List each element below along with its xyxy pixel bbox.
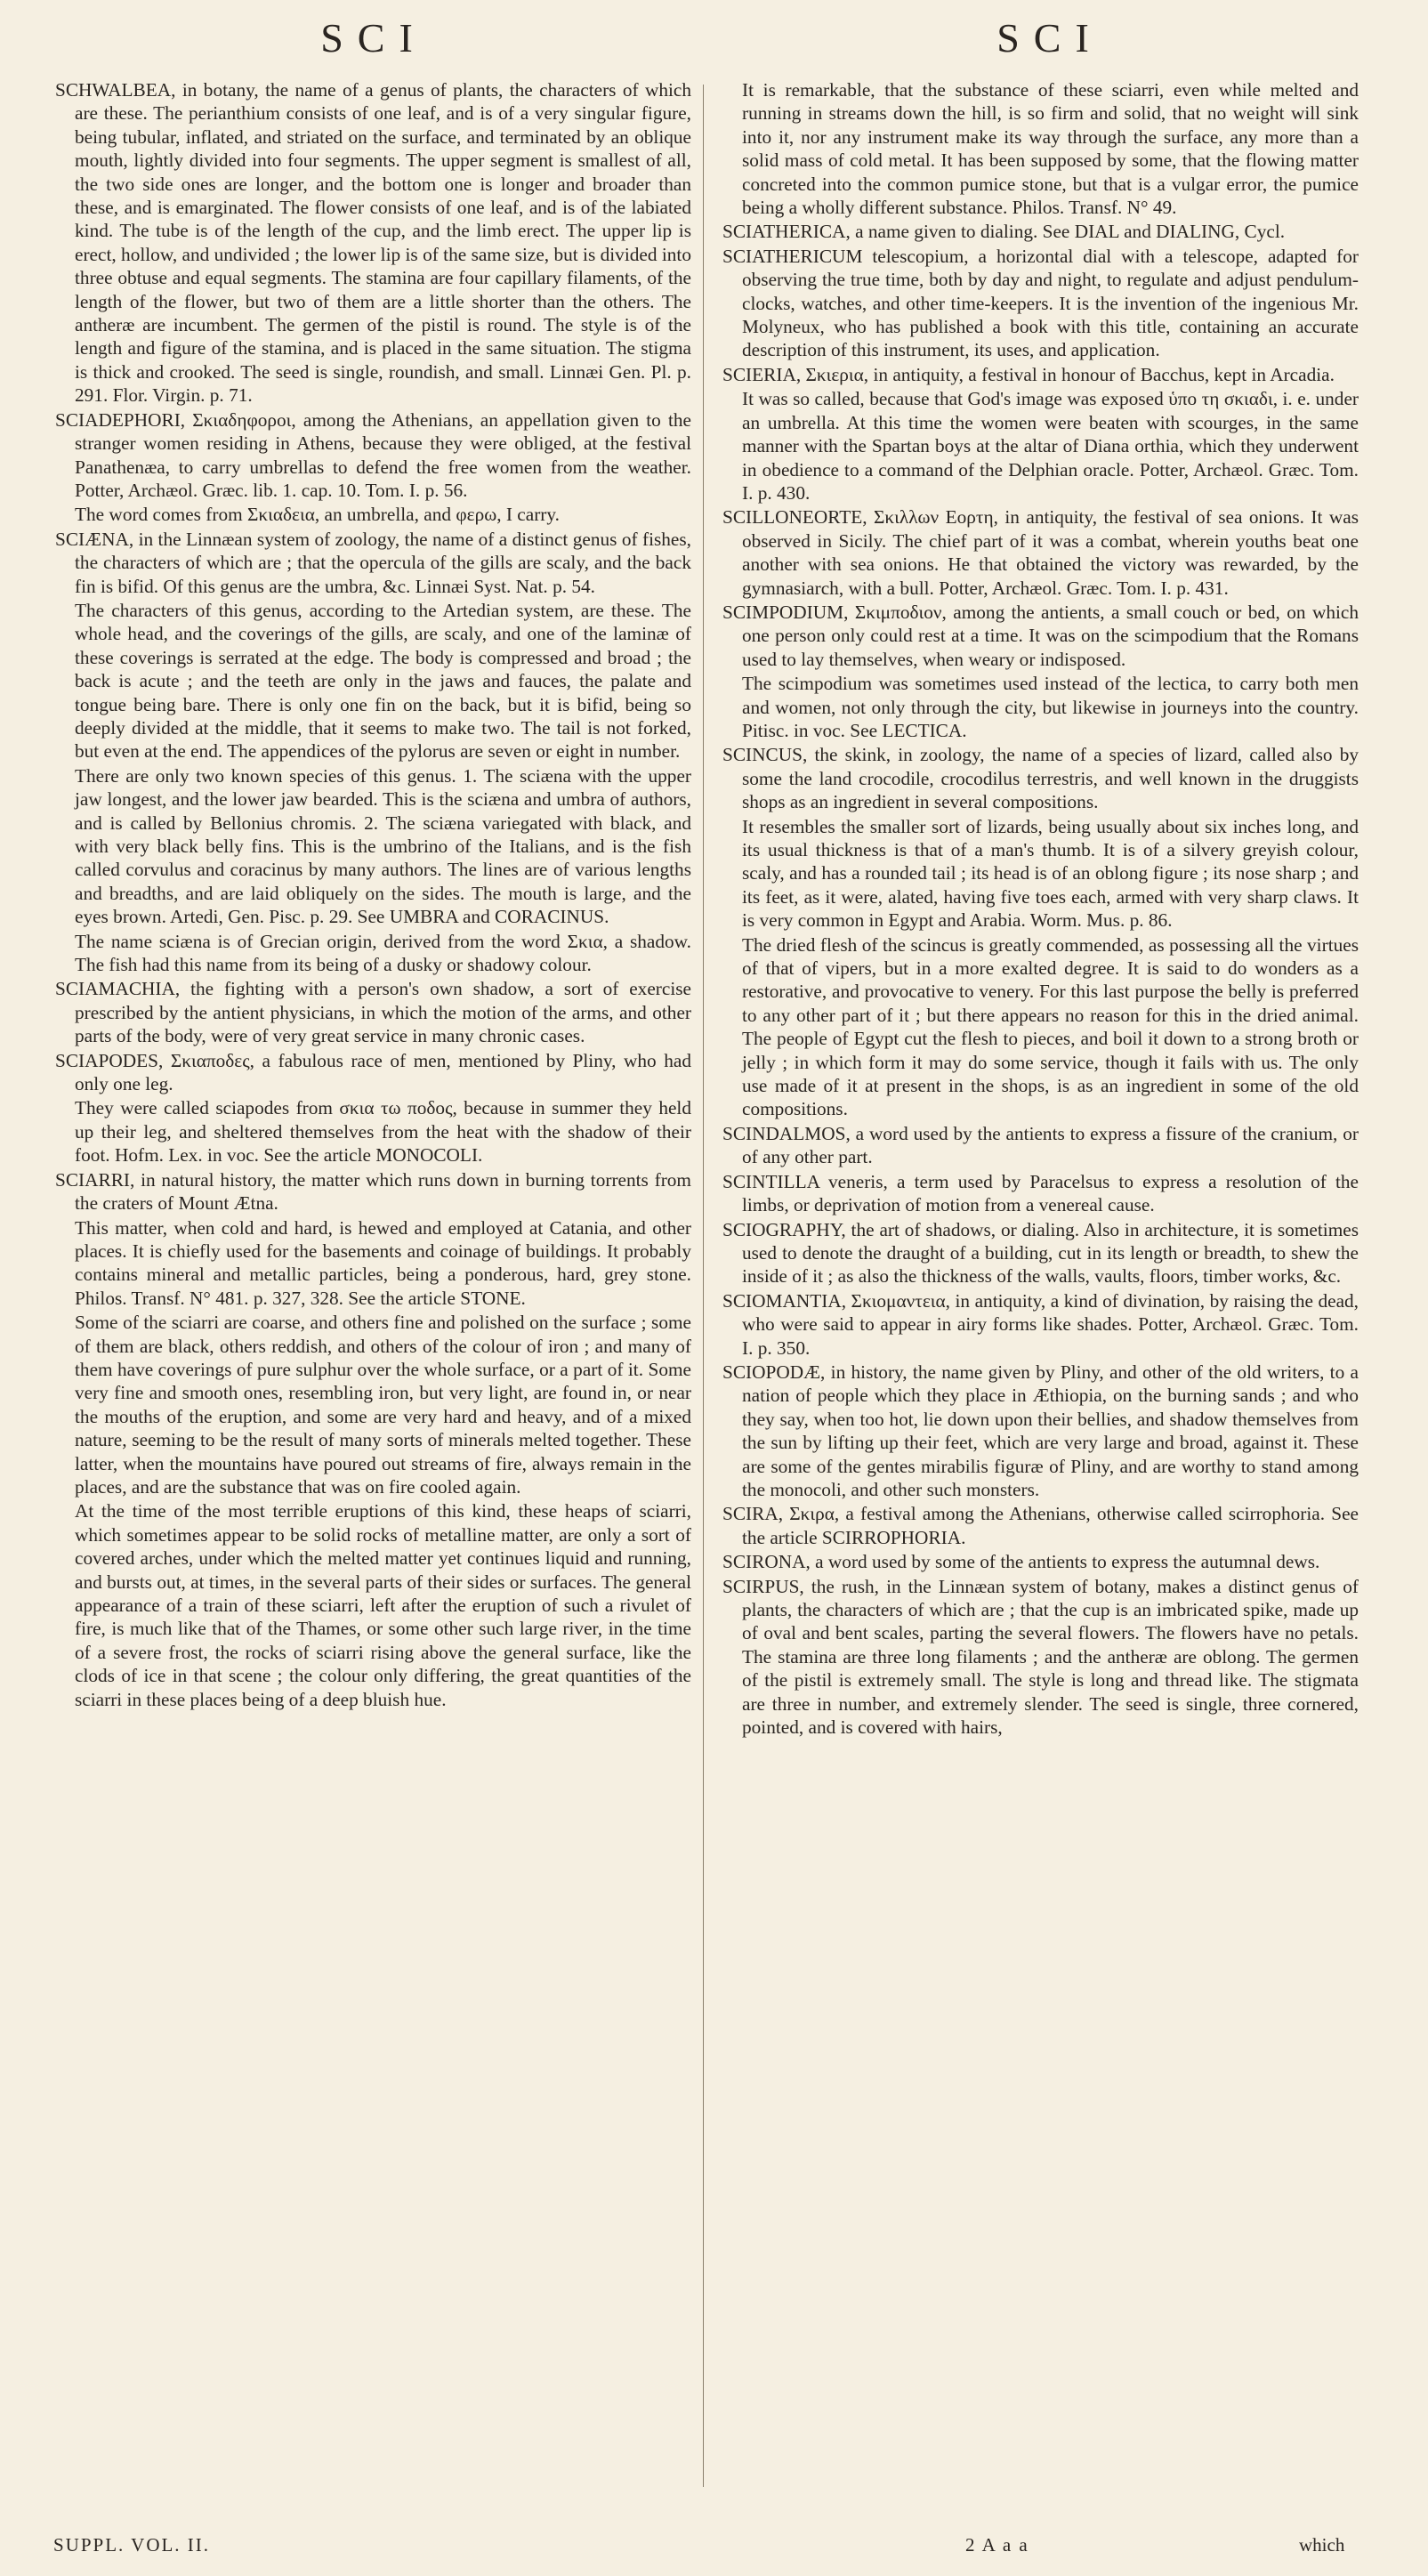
volume-footer: SUPPL. VOL. II. <box>53 2534 211 2556</box>
dictionary-entry: SCIRONA, a word used by some of the antients to express the autumnal dews. <box>722 1551 1320 1573</box>
entry-paragraph: It is remarkable, that the substance of these sciarri, even while melted and running in streams down the hill, is so firm and solid, that no weight will sink into it, nor any instrument make its way through the surface, any more than a solid mass of cold metal. It has been supposed by some, that the flowing matter concreted into the common pumice stone, but that is a vulgar error, the pumice being a wholly different substance. Philos. Transf. N° 49. <box>742 79 1359 219</box>
catchword: which <box>1299 2534 1345 2556</box>
entry-paragraph: At the time of the most terrible eruptions of this kind, these heaps of sciarri, which sometimes appear to be solid rocks of metalline matter, are only a sort of covered arches, under which the melted matter yet continues liquid and running, and bursts out, at times, in the several parts of their sides or surfaces. The general appearance of a train of these sciarri, left after the eruption of such a rivulet of fire, is much like that of the Thames, or some other such large river, in the time of a severe frost, the rocks of sciarri rising above the general surface, like the clods of ice in that scene ; the colour only differing, the great quantities of the sciarri in these places being of a deep bluish hue. <box>75 1500 691 1710</box>
signature-mark: 2 A a a <box>965 2534 1029 2556</box>
right-column <box>722 78 1359 1740</box>
dictionary-entry: SCIOMANTIA, Σκιομαντεια, in antiquity, a kind of divination, by raising the dead, who were said to appear in airy forms like shades. Potter, Archæol. Græc. Tom. I. p. 350. <box>722 1289 1359 1359</box>
entry-paragraph: This matter, when cold and hard, is hewed and employed at Catania, and other places. It is chiefly used for the basements and coinage of buildings. It probably contains mineral and metallic particles, being a ponderous, hard, grey stone. Philos. Transf. N° 481. p. 327, 328. See the article STONE. <box>75 1216 691 1309</box>
dictionary-entry: SCIERIA, Σκιερια, in antiquity, a festival in honour of Bacchus, kept in Arcadia. <box>722 363 1335 385</box>
dictionary-entry: SCIRA, Σκιρα, a festival among the Athenians, otherwise called scirrophoria. See the article SCIRROPHORIA. <box>722 1503 1359 1548</box>
dictionary-entry: SCINTILLA veneris, a term used by Paracelsus to express a resolution of the limbs, or deprivation of motion from a venereal cause. <box>722 1170 1359 1216</box>
page-header-left: SCI <box>320 15 427 61</box>
entry-paragraph: The scimpodium was sometimes used instead of the lectica, to carry both men and women, not only through the city, but likewise in journeys into the country. Pitisc. in voc. See LECTICA. <box>742 673 1359 741</box>
dictionary-entry: SCIAMACHIA, the fighting with a person's own shadow, a sort of exercise prescribed by the antient physicians, in which the motion of the arms, and other parts of the body, were of very great service in many chronic cases. <box>55 978 691 1047</box>
entry-paragraph: The characters of this genus, according to the Artedian system, are these. The whole head, and the coverings of the gills, are scaly, and one of the laminæ of these coverings is serrated at the edge. The body is compressed and broad ; the back is acute ; and the teeth are only in the jaws and fauces, the palate and tongue being bare. There is only one fin on the back, but it is bifid, being so deeply divided at the middle, that it seems to make two. The tail is not forked, but even at the end. The appendices of the pylorus are seven or eight in number. <box>75 599 691 763</box>
dictionary-entry: SCIADEPHORI, Σκιαδηφοροι, among the Athenians, an appellation given to the stranger women residing in Athens, because they were obliged, at the festival Panathenæa, to carry umbrellas to defend the free women from the weather. Potter, Archæol. Græc. lib. 1. cap. 10. Tom. I. p. 56. <box>55 408 691 501</box>
dictionary-entry: SCINDALMOS, a word used by the antients to express a fissure of the cranium, or of any other part. <box>722 1122 1359 1168</box>
dictionary-entry: SCIRPUS, the rush, in the Linnæan system of botany, makes a distinct genus of plants, the characters of which are ; that the cup is an imbricated spike, made up of oval and bent scales, parting the several flowers. The flowers have no petals. The stamina are three long filaments ; and the antheræ are oblong. The germen of the pistil is extremely small. The style is long and thread like. The stigmata are three in number, and extremely slender. The seed is single, three cornered, pointed, and is covered with hairs, <box>722 1575 1359 1739</box>
column-divider <box>703 85 704 2487</box>
dictionary-entry: SCIMPODIUM, Σκιμποδιον, among the antients, a small couch or bed, on which one person only could rest at a time. It was on the scimpodium that the Romans used to lay themselves, when weary or indisposed. <box>722 601 1359 670</box>
dictionary-entry: SCIÆNA, in the Linnæan system of zoology, the name of a distinct genus of fishes, the characters of which are ; that the opercula of the gills are scaly, and the back fin is bifid. Of this genus are the umbra, &c. Linnæi Syst. Nat. p. 54. <box>55 528 691 597</box>
dictionary-entry: SCIATHERICA, a name given to dialing. See DIAL and DIALING, Cycl. <box>722 221 1286 243</box>
entry-paragraph: Some of the sciarri are coarse, and others fine and polished on the surface ; some of them are black, others reddish, and others of the colour of iron ; and many of them have coverings of pure sulphur over the whole surface, or a part of it. Some very fine and smooth ones, resembling iron, but very light, are found in, or near the mouths of the eruption, and some are very hard and heavy, and of a mixed nature, seeming to be the result of many sorts of minerals melted together. These latter, when the mountains have poured out streams of fire, always remain in the places, and are the substance that was on fire cooled again. <box>75 1312 691 1498</box>
dictionary-entry: SCIAPODES, Σκιαποδες, a fabulous race of men, mentioned by Pliny, who had only one leg. <box>55 1049 691 1095</box>
dictionary-entry: SCIOGRAPHY, the art of shadows, or dialing. Also in architecture, it is sometimes used to denote the draught of a building, cut in its length or breadth, to shew the inside of it ; as also the thickness of the walls, vaults, floors, timber works, &c. <box>722 1218 1359 1288</box>
dictionary-entry: SCIATHERICUM telescopium, a horizontal dial with a telescope, adapted for observing the true time, both by day and night, to regulate and adjust pendulum-clocks, watches, and other time-keepers. It is the invention of the ingenious Mr. Molyneux, who has published a book with this title, containing an accurate description of this instrument, its uses, and application. <box>722 245 1359 361</box>
left-column <box>55 78 691 1712</box>
dictionary-entry: SCIARRI, in natural history, the matter which runs down in burning torrents from the craters of Mount Ætna. <box>55 1168 691 1215</box>
entry-paragraph: The name sciæna is of Grecian origin, derived from the word Σκια, a shadow. The fish had this name from its being of a dusky or shadowy colour. <box>75 930 691 976</box>
dictionary-entry: SCINCUS, the skink, in zoology, the name of a species of lizard, called also by some the land crocodile, crocodilus terrestris, and well known in the druggists shops as an ingredient in several compositions. <box>722 744 1359 813</box>
page-header-right: SCI <box>996 15 1103 61</box>
entry-paragraph: It was so called, because that God's image was exposed ὑπο τη σκιαδι, i. e. under an umbrella. At this time the women were beaten with scourges, in the same manner with the Spartan boys at the altar of Diana orthia, which they underwent in obedience to a command of the Delphian oracle. Potter, Archæol. Græc. Tom. I. p. 430. <box>742 388 1359 504</box>
entry-paragraph: The dried flesh of the scincus is greatly commended, as possessing all the virtues of that of vipers, but in a more exalted degree. It is said to do wonders as a restorative, and provocative to venery. For this last purpose the belly is preferred to any other part of it ; but there appears no reason for this in the dried animal. The people of Egypt cut the flesh to pieces, and boil it down to a strong broth or jelly ; in which form it may do some service, though it fails with us. The only use made of it at present in the shops, is as an ingredient in some of the old compositions. <box>742 933 1359 1120</box>
entry-paragraph: They were called sciapodes from σκια τω ποδος, because in summer they held up their leg, and sheltered themselves from the heat with the shadow of their foot. Hofm. Lex. in voc. See the article MONOCOLI. <box>75 1097 691 1167</box>
entry-paragraph: It resembles the smaller sort of lizards, being usually about six inches long, and its usual thickness is that of a man's thumb. It is of a silvery greyish colour, scaly, and has a rounded tail ; its head is of an oblong figure ; its nose sharp ; and its feet, as it were, alated, having five toes each, armed with very sharp claws. It is very common in Egypt and Arabia. Worm. Mus. p. 86. <box>742 815 1359 932</box>
entry-paragraph: The word comes from Σκιαδεια, an umbrella, and φερω, I carry. <box>75 504 560 526</box>
dictionary-entry: SCIOPODÆ, in history, the name given by Pliny, and other of the old writers, to a nation of people which they place in Æthiopia, on the burning sands ; and who they say, when too hot, lie down upon their bellies, and shadow themselves from the sun by lifting up their feet, which are very large and broad, against it. These are some of the gentes mirabilis figuræ of Pliny, and are worthy to stand among the monocoli, and other such monsters. <box>722 1361 1359 1500</box>
dictionary-entry: SCILLONEORTE, Σκιλλων Εορτη, in antiquity, the festival of sea onions. It was observed in Sicily. The chief part of it was a combat, wherein youths beat one another with sea onions. He that obtained the victory was rewarded, by the gymnasiarch, with a bull. Potter, Archæol. Græc. Tom. I. p. 431. <box>722 506 1359 599</box>
dictionary-entry: SCHWALBEA, in botany, the name of a genus of plants, the characters of which are these. The perianthium consists of one leaf, and is of a very singular figure, being tubular, inflated, and striated on the surface, and terminated by an oblique mouth, lightly divided into four segments. The upper segment is smallest of all, the two side ones are longer, and the bottom one is longer and broader than these, and is emarginated. The flower consists of one leaf, and is of the labiated kind. The tube is of the length of the cup, and the limb erect. The upper lip is erect, hollow, and undivided ; the lower lip is of the same size, but is divided into three obtuse and equal segments. The stamina are four capillary filaments, of the length of the flower, but two of them are a little shorter than the others. The antheræ are incumbent. The germen of the pistil is round. The style is of the length and figure of the stamina, and is placed in the same situation. The stigma is thick and crooked. The seed is single, roundish, and small. Linnæi Gen. Pl. p. 291. Flor. Virgin. p. 71. <box>55 79 691 407</box>
entry-paragraph: There are only two known species of this genus. 1. The sciæna with the upper jaw longest, and the lower jaw bearded. This is the sciæna and umbra of authors, and is called by Bellonius chromis. 2. The sciæna variegated with black, and with very black belly fins. This is the umbrino of the Italians, and is the fish called corvulus and coracinus by many authors. The lines are of various lengths and breadths, and are laid obliquely on the sides. The mouth is large, and the eyes brown. Artedi, Gen. Pisc. p. 29. See UMBRA and CORACINUS. <box>75 764 691 928</box>
